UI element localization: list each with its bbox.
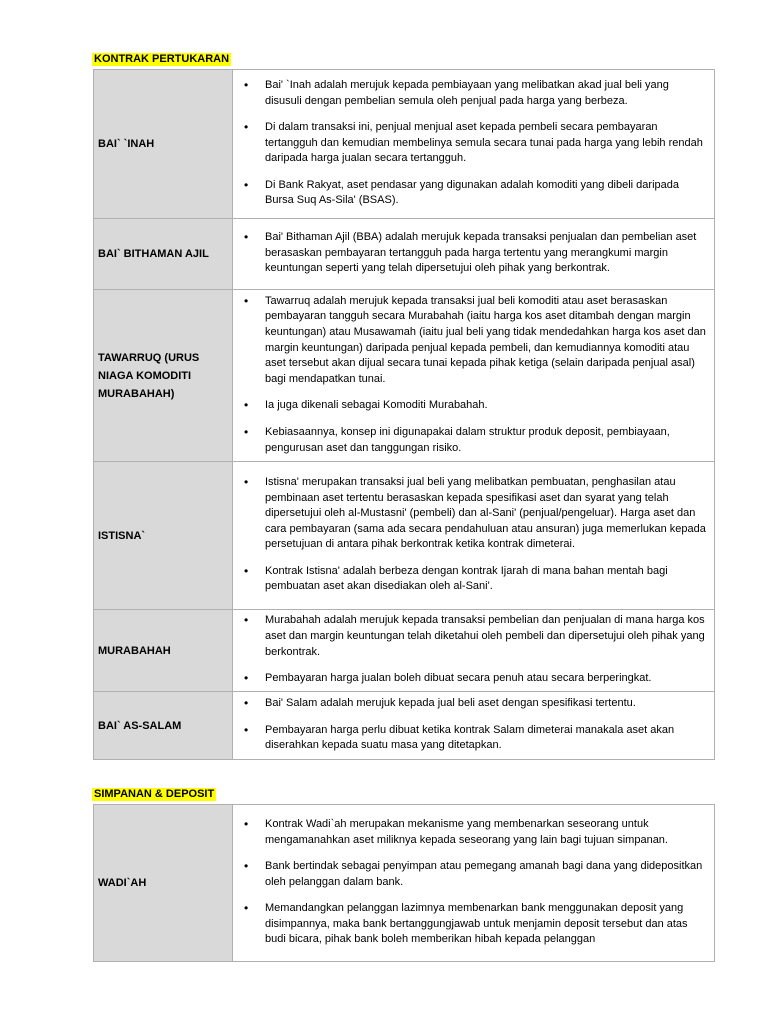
bullet-point: • Bai' Salam adalah merujuk kepada jual beli aset dengan spesifikasi tertentu. <box>237 696 708 712</box>
section-title-kontrak-pertukaran: KONTRAK PERTUKARAN <box>94 53 230 65</box>
bullet-point: • Bai' `Inah adalah merujuk kepada pembiayaan yang melibatkan akad jual beli yang disusuli dengan pembelian semula oleh penjual pada harga yang berbeza. <box>237 78 708 109</box>
table-row <box>94 219 715 290</box>
bullet-point: • Istisna' merupakan transaksi jual beli yang melibatkan pembuatan, penghasilan atau pembinaan aset tertentu berasaskan kepada spesifikasi aset dan syarat yang telah dipersetujui oleh al-Mustasni' (pembeli) dan al-Sani' (penjual/pengeluar). Harga aset dan cara pembayaran (sama ada secara pendahuluan atau ansuran) juga memerlukan kepada persetujuan di antara pihak berkontrak ketika kontrak dimeterai. <box>237 475 708 553</box>
term-cell: WADI`AH <box>94 805 233 962</box>
bullet-point: • Bank bertindak sebagai penyimpan atau pemegang amanah bagi dana yang didepositkan oleh pelanggan dalam bank. <box>237 859 708 890</box>
description-cell <box>233 462 715 610</box>
term-cell: TAWARRUQ (URUS NIAGA KOMODITI MURABAHAH) <box>94 290 233 462</box>
description-cell <box>233 610 715 692</box>
table-row <box>94 610 715 692</box>
table-row <box>94 70 715 219</box>
term-cell: BAI` `INAH <box>94 70 233 219</box>
description-cell <box>233 219 715 290</box>
kontrak-pertukaran-table <box>93 69 715 760</box>
bullet-point: • Di Bank Rakyat, aset pendasar yang digunakan adalah komoditi yang dibeli daripada Bursa Suq As-Sila' (BSAS). <box>237 178 708 209</box>
table-row <box>94 805 715 962</box>
section-title-simpanan-deposit: SIMPANAN & DEPOSIT <box>94 788 215 800</box>
table-row <box>94 462 715 610</box>
term-cell: MURABAHAH <box>94 610 233 692</box>
table-row <box>94 692 715 760</box>
table-row <box>94 290 715 462</box>
bullet-point: • Bai' Bithaman Ajil (BBA) adalah merujuk kepada transaksi penjualan dan pembelian aset berasaskan pembayaran tertangguh pada harga tertentu yang merangkumi margin keuntungan seperti yang telah dipersetujui oleh pihak yang berkontrak. <box>237 230 708 277</box>
description-cell <box>233 290 715 462</box>
bullet-point: • Kontrak Istisna' adalah berbeza dengan kontrak Ijarah di mana bahan mentah bagi pembuatan aset akan disediakan oleh al-Sani'. <box>237 564 708 595</box>
description-cell <box>233 805 715 962</box>
bullet-point: • Memandangkan pelanggan lazimnya membenarkan bank menggunakan deposit yang disimpannya, maka bank bertanggungjawab untuk menjamin deposit tersebut dan atas budi bicara, pihak bank boleh memberikan hibah kepada pelanggan <box>237 901 708 948</box>
bullet-point: • Kebiasaannya, konsep ini digunapakai dalam struktur produk deposit, pembiayaan, pengurusan aset dan tanggungan risiko. <box>237 425 708 456</box>
term-cell: ISTISNA` <box>94 462 233 610</box>
bullet-point: • Kontrak Wadi`ah merupakan mekanisme yang membenarkan seseorang untuk mengamanahkan aset miliknya kepada seseorang yang lain bagi tujuan simpanan. <box>237 817 708 848</box>
bullet-point: • Pembayaran harga jualan boleh dibuat secara penuh atau secara berperingkat. <box>237 671 708 687</box>
bullet-point: • Murabahah adalah merujuk kepada transaksi pembelian dan penjualan di mana harga kos aset dan margin keuntungan telah diketahui oleh pembeli dan dipersetujui oleh pihak yang berkontrak. <box>237 613 708 660</box>
bullet-point: • Tawarruq adalah merujuk kepada transaksi jual beli komoditi atau aset berasaskan pembayaran tangguh secara Murabahah (iaitu harga kos aset ditambah dengan margin keuntungan) atau Musawamah (iaitu jual beli yang tidak mendedahkan harga kos aset dan margin keuntungan) daripada penjual kepada pembeli, dan kemudiannya komoditi atau aset tersebut akan dijual secara tunai kepada pihak ketiga (selain daripada penjual asal) bagi mendapatkan tunai. <box>237 294 708 388</box>
simpanan-deposit-table <box>93 804 715 962</box>
bullet-point: • Ia juga dikenali sebagai Komoditi Murabahah. <box>237 398 708 414</box>
description-cell <box>233 692 715 760</box>
bullet-point: • Di dalam transaksi ini, penjual menjual aset kepada pembeli secara pembayaran tertangguh dan kemudian membelinya semula secara tunai pada harga yang lebih rendah daripada harga jualan secara tertangguh. <box>237 120 708 167</box>
term-cell: BAI` AS-SALAM <box>94 692 233 760</box>
bullet-point: • Pembayaran harga perlu dibuat ketika kontrak Salam dimeterai manakala aset akan diserahkan kepada suatu masa yang ditetapkan. <box>237 723 708 754</box>
description-cell <box>233 70 715 219</box>
term-cell: BAI` BITHAMAN AJIL <box>94 219 233 290</box>
